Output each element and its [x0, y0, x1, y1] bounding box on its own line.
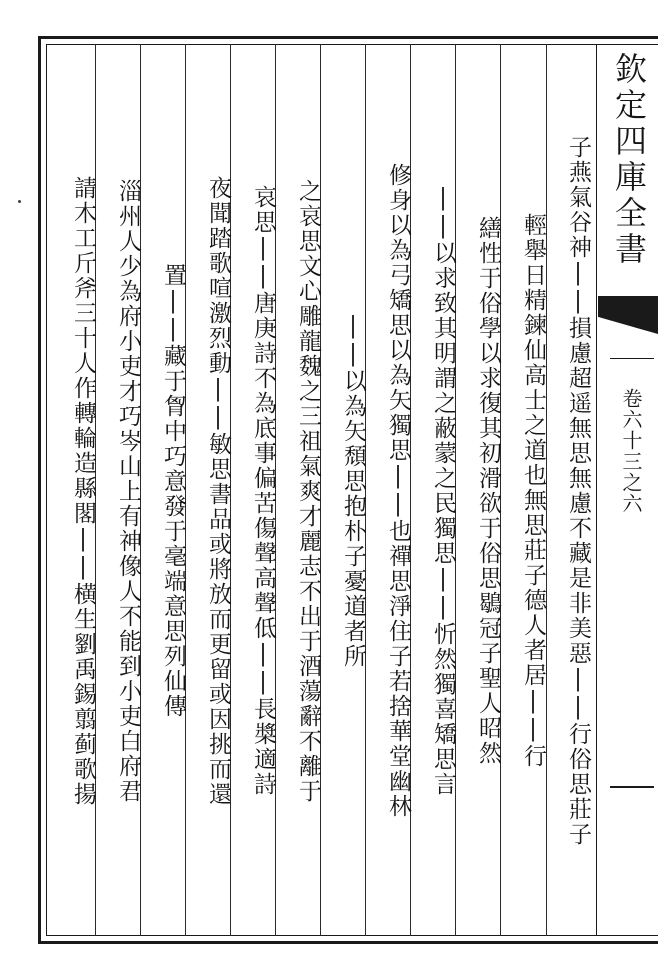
ink-speck — [18, 200, 21, 203]
text-column: 修身以為弓矯思以為矢獨思||也禪思淨住子若捨華堂幽林 — [385, 163, 411, 819]
text-column: ||以求致其明謂之蔽蒙之民獨思||忻然獨喜矯思言 — [430, 185, 456, 797]
text-column: 之哀思文心雕龍魏之三祖氣爽才麗志不出于酒蕩辭不離于 — [295, 178, 321, 804]
volume-label: 卷六十三之六 — [619, 388, 643, 514]
margin-divider — [610, 358, 654, 359]
text-column: 淄州人少為府小吏才巧岑山上有神像人不能到小吏白府君 — [115, 178, 141, 804]
text-column: 繕性于俗學以求復其初滑欲于俗思鶡冠子聖人昭然 — [475, 216, 501, 766]
text-column: 輕舉日精鍊仙高士之道也無思莊子德人者居||行 — [520, 213, 546, 769]
text-column: 哀思||唐庚詩不為底事偏苦傷聲高聲低||長槳適詩 — [250, 185, 276, 797]
text-column: 子燕氣谷神||損慮超遥無思無慮不藏是非美惡||行俗思莊子 — [565, 135, 591, 847]
text-column: 置||藏于胷中巧意發于毫端意思列仙傳 — [160, 263, 186, 719]
text-column: ||以為矢頹思抱朴子憂道者所 — [340, 313, 366, 669]
text-column: 請木工斤斧三十人作轉輪造縣閣||横生劉禹錫翦蓟歌揚 — [70, 175, 96, 807]
book-title: 欽定四庫全書 — [610, 52, 648, 268]
margin-divider-lower — [610, 786, 654, 788]
text-column: 夜聞踏歌喧激烈動||敏思書品或將放而更留或因挑而還 — [205, 175, 231, 807]
